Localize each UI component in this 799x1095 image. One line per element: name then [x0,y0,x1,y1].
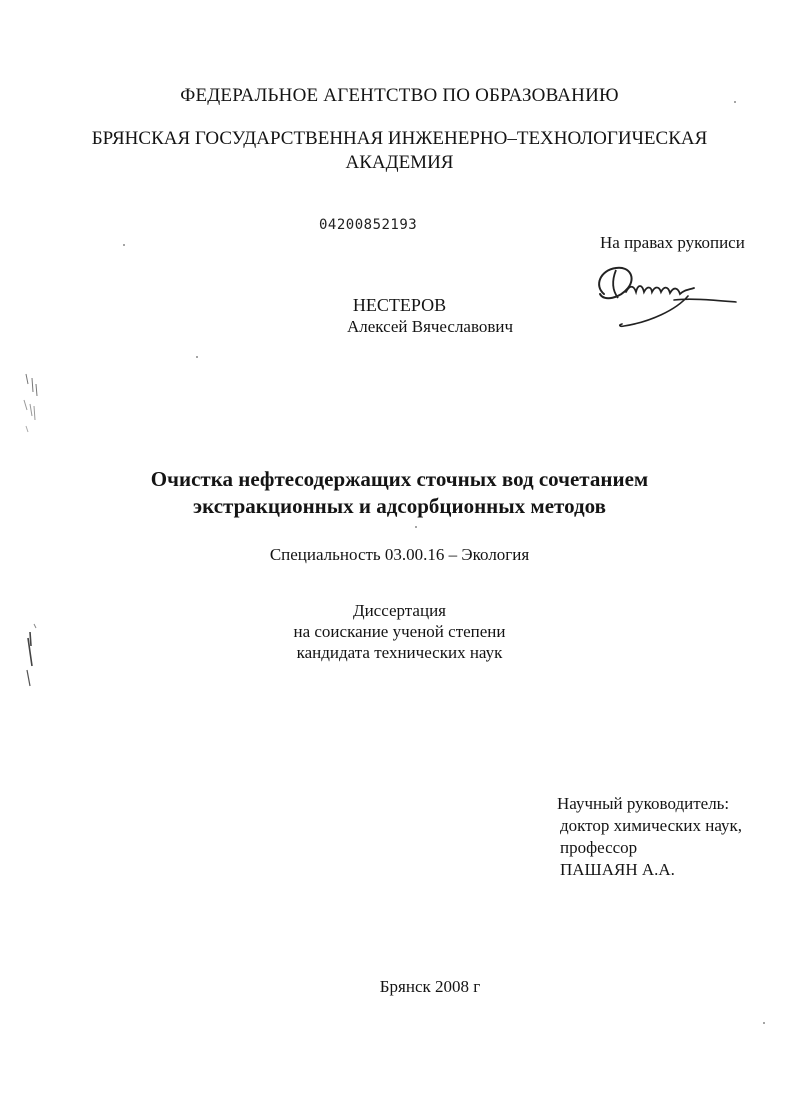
degree-line-2: на соискание ученой степени [293,622,506,641]
scan-artifact-marks [18,370,48,700]
title-line-2: экстракционных и адсорбционных методов [193,494,606,518]
supervisor-block [557,793,742,881]
supervisor-degree: доктор химических наук, [560,816,743,835]
specialty: Специальность 03.00.16 – Экология [269,545,530,564]
manuscript-note: На правах рукописи [600,233,745,252]
title-line-1: Очистка нефтесодержащих сточных вод сочетанием [150,467,649,491]
author-given-names: Алексей Вячеславович [346,317,514,336]
supervisor-label: Научный руководитель: [557,794,730,813]
agency-name: ФЕДЕРАЛЬНОЕ АГЕНТСТВО ПО ОБРАЗОВАНИЮ [180,85,619,106]
supervisor-name: ПАШАЯН А.А. [560,860,675,879]
dissertation-title [0,466,799,520]
scan-speck [415,526,417,528]
scan-speck [123,244,125,246]
academy-name [0,127,799,175]
author-surname: НЕСТЕРОВ [352,295,447,315]
scan-speck [763,1022,765,1024]
academy-name-line-1: БРЯНСКАЯ ГОСУДАРСТВЕННАЯ ИНЖЕНЕРНО–ТЕХНОЛОГИЧЕСКАЯ [91,128,708,149]
registration-code: 04200852193 [319,217,418,233]
academy-name-line-2: АКАДЕМИЯ [345,152,454,173]
scan-speck [196,356,198,358]
supervisor-rank: профессор [560,838,638,857]
degree-statement [0,600,799,663]
degree-line-1: Диссертация [352,601,446,620]
scan-speck [734,101,736,103]
degree-line-3: кандидата технических наук [296,643,503,662]
city-year: Брянск 2008 г [379,977,481,996]
